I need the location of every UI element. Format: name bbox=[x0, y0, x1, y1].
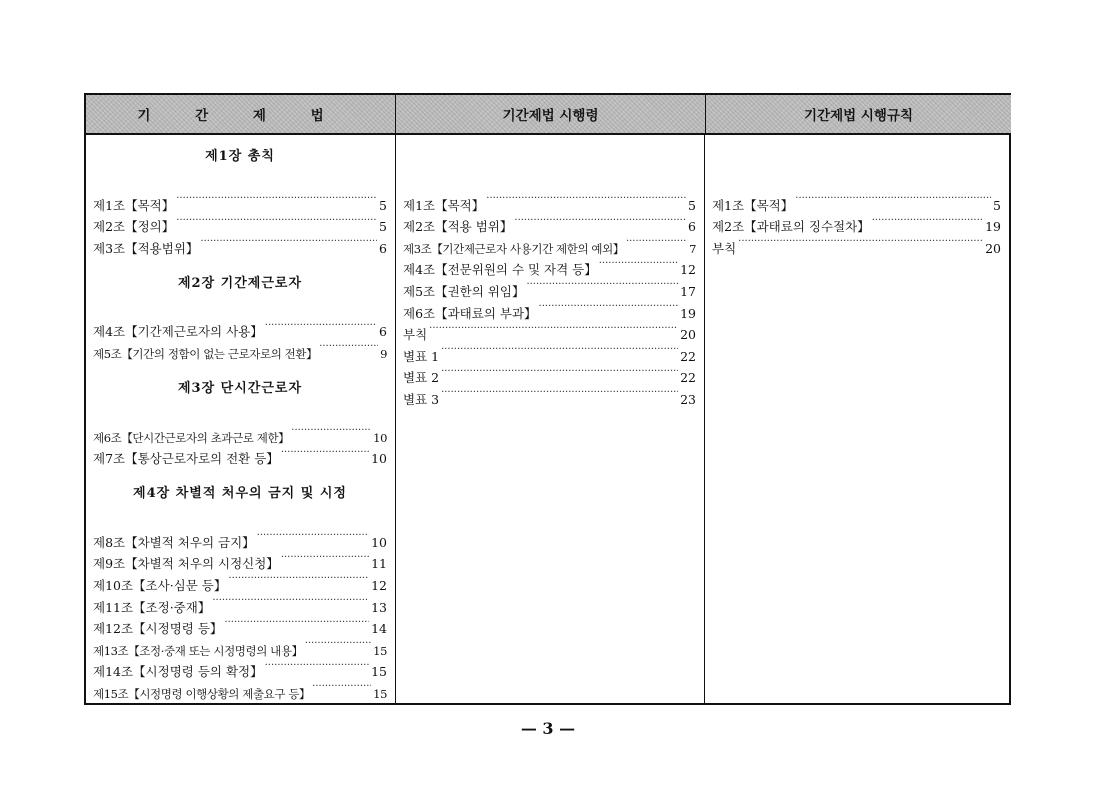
toc-entry[interactable]: 제11조【조정·중재】 ····· 13 bbox=[93, 590, 387, 612]
toc-table bbox=[84, 93, 1011, 705]
toc-entry[interactable]: 제2조【적용 범위】 ····· 6 bbox=[403, 210, 696, 232]
toc-entry[interactable]: 제5조【기간의 정함이 없는 근로자로의 전환】 ····· 9 bbox=[93, 336, 387, 358]
toc-entry[interactable]: 제1조【목적】 ····· 5 bbox=[403, 188, 696, 210]
toc-entry[interactable]: 제3조【적용범위】 ····· 6 bbox=[93, 231, 387, 253]
chapter-heading: 제1장 총칙 bbox=[205, 149, 275, 164]
toc-entry[interactable]: 별표 1 ····· 22 bbox=[403, 339, 696, 361]
toc-entry[interactable]: 제4조【전문위원의 수 및 자격 등】 ····· 12 bbox=[403, 253, 696, 275]
toc-entry[interactable]: 별표 2 ····· 22 bbox=[403, 361, 696, 383]
header-row bbox=[86, 95, 1009, 135]
header-decree: 기간제법 시행령 bbox=[395, 95, 705, 133]
toc-entry[interactable]: 제15조【시정명령 이행상황의 제출요구 등】 ····· 15 bbox=[93, 676, 387, 698]
toc-entry[interactable]: 제6조【단시간근로자의 초과근로 제한】 ····· 10 bbox=[93, 420, 387, 442]
chapter-heading: 제3장 단시간근로자 bbox=[177, 380, 303, 396]
chapter-heading: 제2장 기간제근로자 bbox=[177, 275, 303, 291]
toc-entry[interactable]: 제14조【시정명령 등의 확정】 ····· 15 bbox=[93, 655, 387, 677]
toc-entry[interactable]: 제9조【차별적 처우의 시정신청】 ····· 11 bbox=[93, 547, 387, 569]
toc-entry[interactable]: 제6조【과태료의 부과】 ····· 19 bbox=[403, 296, 696, 318]
toc-entry[interactable]: 제2조【정의】 ····· 5 bbox=[93, 210, 387, 232]
toc-entry[interactable]: 제7조【통상근로자로의 전환 등】 ····· 10 bbox=[93, 442, 387, 464]
header-rules: 기간제법 시행규칙 bbox=[705, 95, 1011, 133]
toc-entry[interactable]: 제5조【권한의 위임】 ····· 17 bbox=[403, 274, 696, 296]
header-act: 기 간 제 법 bbox=[86, 95, 395, 133]
toc-entry[interactable]: 제10조【조사·심문 등】 ····· 12 bbox=[93, 568, 387, 590]
rules-column bbox=[704, 135, 1009, 703]
toc-entry[interactable]: 제3조【기간제근로자 사용기간 제한의 예외】 ····· 7 bbox=[403, 231, 696, 253]
page-number: — 3 — bbox=[520, 719, 576, 738]
toc-entry[interactable]: 부칙 ····· 20 bbox=[403, 318, 696, 340]
toc-entry[interactable]: 제1조【목적】 ····· 5 bbox=[93, 188, 387, 210]
toc-entry[interactable]: 제13조【조정·중재 또는 시정명령의 내용】 ····· 15 bbox=[93, 633, 387, 655]
toc-entry[interactable]: 별표 3 ····· 23 bbox=[403, 382, 696, 404]
chapter-heading: 제4장 차별적 처우의 금지 및 시정 bbox=[133, 486, 347, 502]
body-row bbox=[86, 135, 1009, 703]
toc-entry[interactable]: 제1조【목적】 ····· 5 bbox=[712, 188, 1001, 210]
decree-column bbox=[395, 135, 704, 703]
toc-entry[interactable]: 제2조【과태료의 징수절차】 ····· 19 bbox=[712, 210, 1001, 232]
act-column bbox=[86, 135, 395, 703]
toc-entry[interactable]: 제4조【기간제근로자의 사용】 ····· 6 bbox=[93, 315, 387, 337]
toc-entry[interactable]: 부칙 ····· 20 bbox=[712, 231, 1001, 253]
toc-entry[interactable]: 제12조【시정명령 등】 ····· 14 bbox=[93, 612, 387, 634]
toc-entry[interactable]: 제8조【차별적 처우의 금지】 ····· 10 bbox=[93, 525, 387, 547]
